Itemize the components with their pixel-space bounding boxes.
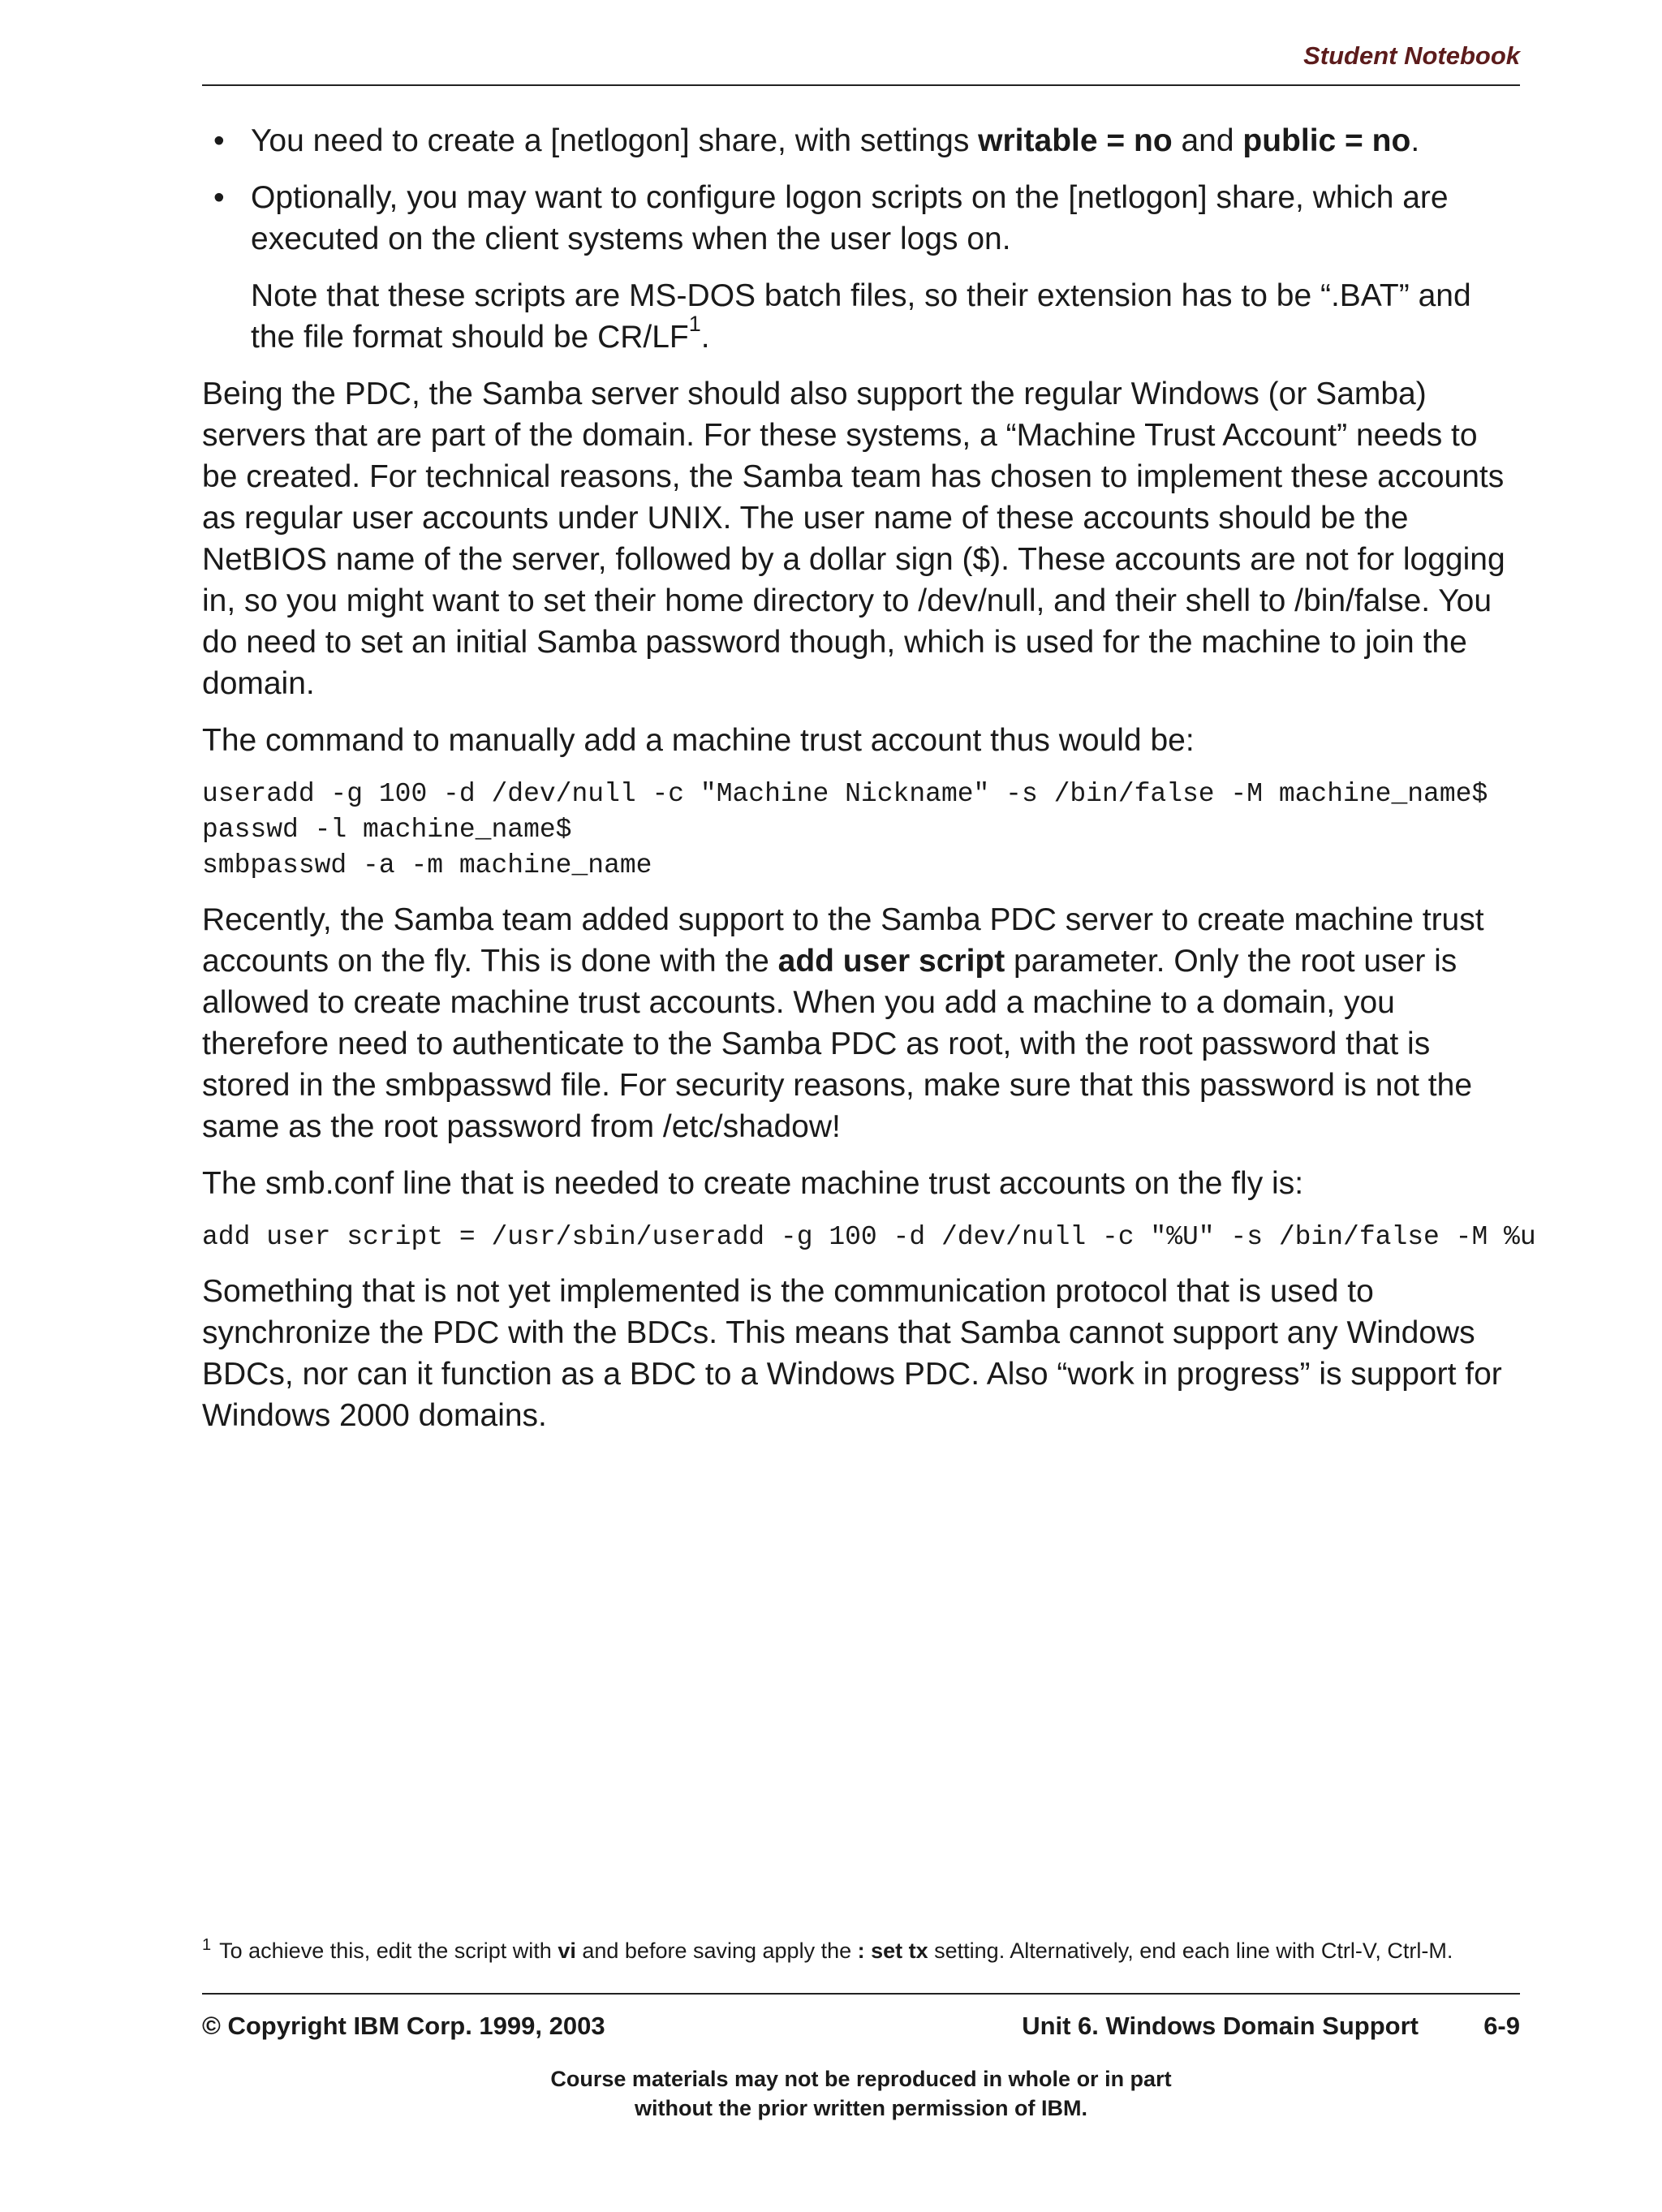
bullet-note: Note that these scripts are MS-DOS batch files, so their extension has to be “.BAT” and the file format should be $CR/LF^1$.: [251, 278, 1471, 355]
bullet-item: • Optionally, you may want to configure logon scripts on the [netlogon] share, which are executed on the client systems when the user logs on.: [202, 177, 1520, 260]
bullet-list: [202, 120, 1520, 260]
code-line: passwd -l machine_name$: [202, 815, 572, 845]
paragraph-machine-trust: Being the PDC, the Samba server should also support the regular Windows (or Samba) servers that are part of the domain. For these systems, a “Machine Trust Account” needs to be created. For technical reasons, the Samba team has chosen to implement these accounts as regular user accounts under UNIX. The user name of these accounts should be the NetBIOS name of the server, followed by a dollar sign ($). These accounts are not for logging in, so you might want to set their home directory to /dev/null, and their shell to /bin/false. You do need to set an initial Samba password though, which is used for the machine to join the domain.: [202, 377, 1505, 701]
footnote-ref[interactable]: 1: [688, 312, 701, 336]
footer-copyright: © Copyright IBM Corp. 1999, 2003: [202, 2012, 605, 2040]
bullet-dot-icon: •: [213, 123, 225, 158]
header-title: Student Notebook: [1303, 41, 1520, 70]
paragraph-command-intro: The command to manually add a machine trust account thus would be:: [202, 723, 1195, 758]
footer-unit: Unit 6. Windows Domain Support: [1022, 2012, 1419, 2040]
bullet-item: • You need to create a [netlogon] share, with settings writable = no and public = no.: [202, 120, 1520, 161]
code-line: smbpasswd -a -m machine_name: [202, 850, 652, 880]
footer-row: [202, 1995, 1520, 2042]
paragraph-not-implemented: Something that is not yet implemented is the communication protocol that is used to synchronize the PDC with the BDCs. This means that Samba cannot support any Windows BDCs, nor can it function as a BDC to a Windows PDC. Also “work in progress” is support for Windows 2000 domains.: [202, 1274, 1502, 1433]
add-user-script-term: add user script: [777, 944, 1005, 979]
page-content: [202, 120, 1536, 1452]
page-footer: [202, 1993, 1520, 2120]
footnote-mark: 1: [202, 1936, 212, 1954]
footer-notice: Course materials may not be reproduced in whole or in part without the prior written permission of IBM.: [550, 2067, 1172, 2120]
code-block-smbconf: [202, 1220, 1536, 1255]
paragraph-smbconf-intro: The smb.conf line that is needed to create machine trust accounts on the fly is:: [202, 1166, 1304, 1201]
bullet-dot-icon: •: [213, 180, 225, 215]
paragraph-add-user-script: Recently, the Samba team added support to the Samba PDC server to create machine trust accounts on the fly. This is done with the add user script parameter. Only the root user is allowed to create machine trust accounts. When you add a machine to a domain, you therefore need to authenticate to the Samba PDC as root, with the root password that is stored in the smbpasswd file. For security reasons, make sure that this password is not the same as the root password from /etc/shadow!: [202, 902, 1484, 1144]
code-line: useradd -g 100 -d /dev/null -c "Machine Nickname" -s /bin/false -M machine_name$: [202, 779, 1488, 809]
setting-public: public = no: [1242, 123, 1411, 158]
setting-writable: writable = no: [978, 123, 1173, 158]
page-header: [202, 39, 1520, 86]
code-line: add user script = /usr/sbin/useradd -g 100 -d /dev/null -c "%U" -s /bin/false -M %u: [202, 1222, 1536, 1252]
footnote: $^1$ To achieve this, edit the script with vi and before saving apply the : set tx setting. Alternatively, end each line with Ctrl-V, Ctrl-M.: [202, 1936, 1453, 1963]
page-number: 6-9: [1483, 2012, 1520, 2040]
code-block-commands: [202, 777, 1520, 884]
